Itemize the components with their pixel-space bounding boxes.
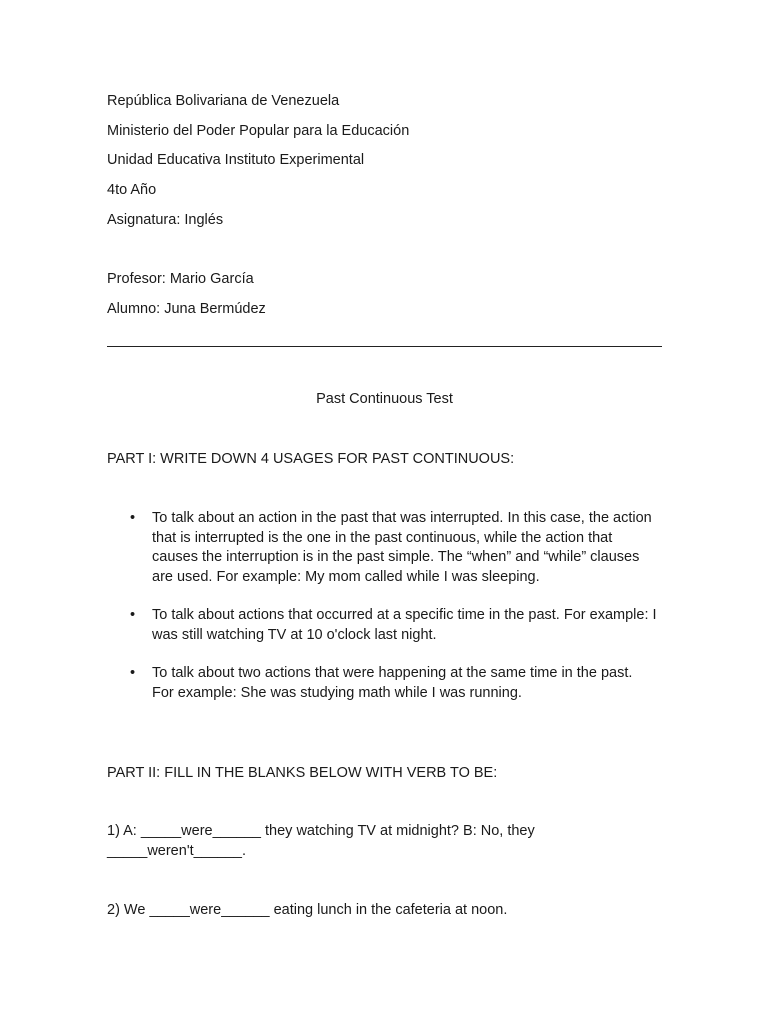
header-teacher: Profesor: Mario García — [107, 271, 254, 287]
part2-heading: PART II: FILL IN THE BLANKS BELOW WITH VERB TO BE: — [107, 765, 498, 781]
header-ministry: Ministerio del Poder Popular para la Educación — [107, 123, 410, 139]
part1-heading: PART I: WRITE DOWN 4 USAGES FOR PAST CONTINUOUS: — [107, 451, 515, 467]
header-school: Unidad Educativa Instituto Experimental — [107, 152, 365, 168]
header-student: Alumno: Juna Bermúdez — [107, 301, 266, 317]
usage-text: To talk about actions that occurred at a specific time in the past. For example: I was still watching TV at 10 o'clock last night. — [152, 607, 657, 643]
usages-list — [107, 509, 657, 703]
list-item — [130, 664, 657, 703]
bullet-icon: • — [130, 510, 136, 526]
question-2: 2) We _____were______ eating lunch in the cafeteria at noon. — [107, 902, 508, 918]
question-1: 1) A: _____were______ they watching TV at midnight? B: No, they _____weren't______. — [107, 823, 535, 859]
test-title: Past Continuous Test — [316, 391, 453, 407]
header-country: República Bolivariana de Venezuela — [107, 93, 340, 109]
bullet-icon: • — [130, 607, 136, 623]
list-item — [130, 606, 657, 645]
usage-text: To talk about an action in the past that was interrupted. In this case, the action that is interrupted is the one in the past continuous, while the action that causes the interruption is in the past simple. The “when” and “while” clauses are used. For example: My mom called while I was sleeping. — [152, 510, 652, 585]
list-item — [130, 509, 657, 587]
separator-line — [107, 346, 662, 347]
header-grade: 4to Año — [107, 182, 157, 198]
bullet-icon: • — [130, 665, 136, 681]
usage-text: To talk about two actions that were happening at the same time in the past. For example: She was studying math while I was running. — [152, 665, 633, 701]
header-subject: Asignatura: Inglés — [107, 212, 224, 228]
